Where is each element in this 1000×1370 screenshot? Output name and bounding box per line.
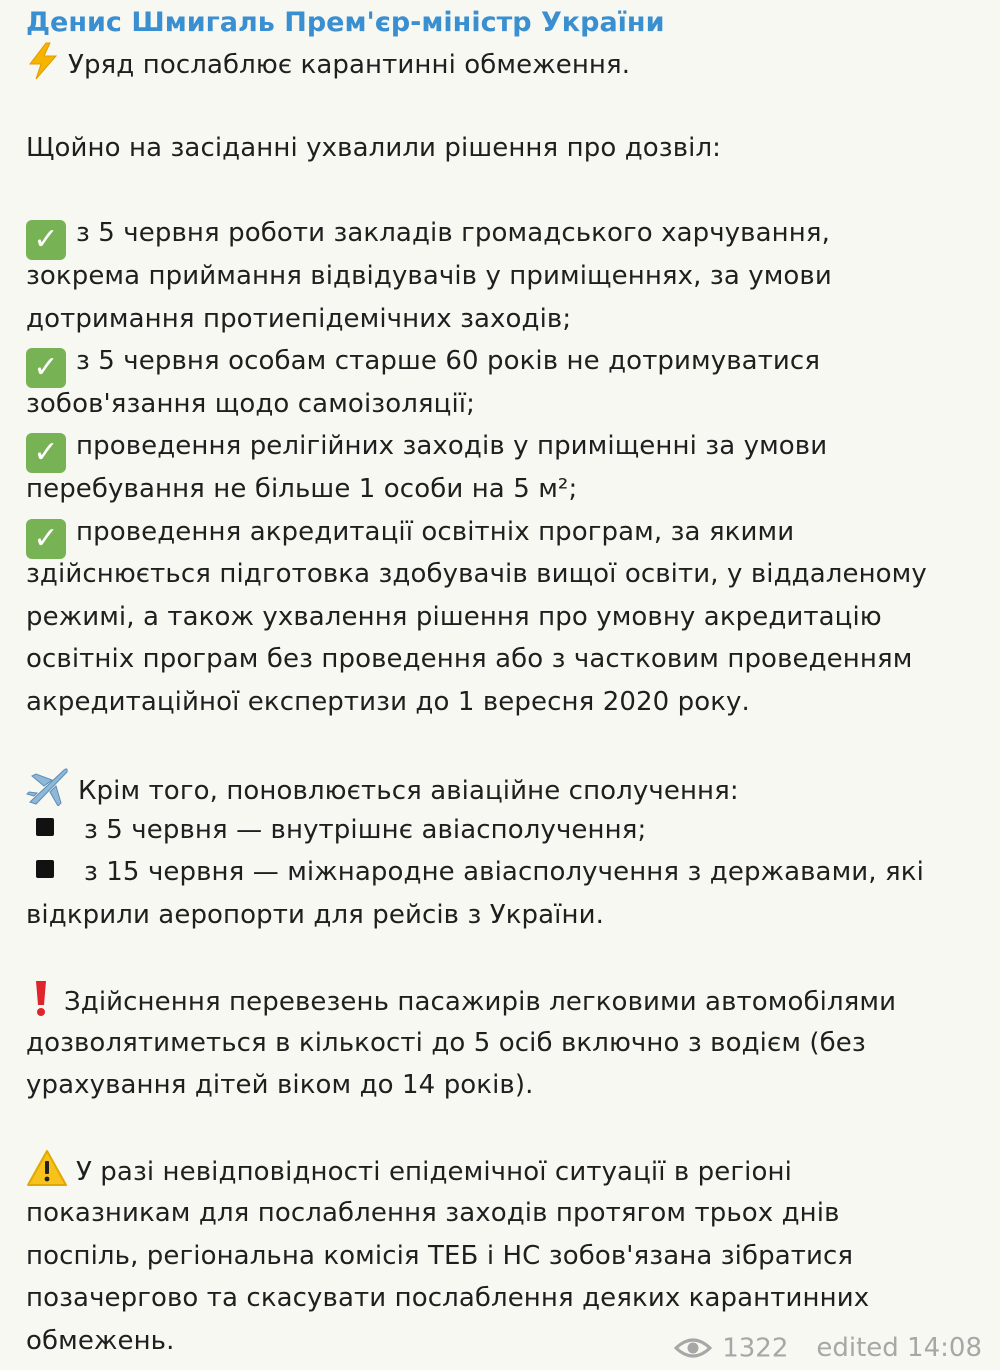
check-mark-button-icon: ✓ [26, 348, 66, 388]
check-mark-button-icon: ✓ [26, 220, 66, 260]
list-item [26, 511, 978, 554]
warning-continuation: позачергово та скасувати послаблення деяких карантинних [26, 1283, 870, 1314]
transport-text: Здійснення перевезень пасажирів легковими автомобілями [64, 987, 897, 1018]
list-item-continuation: дотримання протиепідемічних заходів; [26, 303, 572, 334]
intro-line: Щойно на засіданні ухвалили рішення про дозвіл: [26, 133, 722, 164]
flight-intro-text: Крім того, поновлюється авіаційне сполучення: [78, 776, 739, 807]
list-item [26, 425, 978, 471]
list-item [26, 340, 978, 386]
black-square-icon [36, 860, 54, 878]
list-item-text: проведення акредитації освітніх програм, за якими [76, 516, 795, 547]
transport-line [26, 979, 978, 1022]
flight-item [26, 851, 978, 894]
eye-icon [674, 1336, 712, 1360]
warning-line [26, 1149, 978, 1192]
flight-item-text: з 15 червня — міжнародне авіасполучення з державами, які [84, 857, 924, 888]
black-square-icon [36, 818, 54, 836]
flight-item-continuation: відкрили аеропорти для рейсів з України. [26, 899, 604, 930]
warning-continuation: обмежень. [26, 1325, 175, 1356]
list-item-continuation: здійснюється підготовка здобувачів вищої освіти, у віддаленому [26, 559, 927, 590]
check-mark-button-icon: ✓ [26, 433, 66, 473]
warning-icon [26, 1149, 68, 1187]
edited-timestamp: edited 14:08 [816, 1333, 982, 1363]
sender-name[interactable]: Денис Шмигаль Прем'єр-міністр України [26, 7, 665, 38]
message-text [26, 42, 978, 1362]
warning-continuation: показникам для послаблення заходів протягом трьох днів [26, 1198, 840, 1229]
list-item-text: з 5 червня особам старше 60 років не дотримуватися [76, 346, 821, 377]
list-item-continuation: зокрема приймання відвідувачів у приміщеннях, за умови [26, 260, 832, 291]
list-item-continuation: режимі, а також ухвалення рішення про умовну акредитацію [26, 601, 882, 632]
list-item-text: з 5 червня роботи закладів громадського харчування, [76, 218, 830, 249]
view-count: 1322 [722, 1333, 789, 1363]
flight-item-text: з 5 червня — внутрішнє авіасполучення; [84, 814, 647, 845]
exclamation-icon [26, 979, 56, 1017]
headline-text: Уряд послаблює карантинні обмеження. [68, 50, 631, 80]
list-item-continuation: перебування не більше 1 особи на 5 м²; [26, 473, 578, 504]
warning-continuation: поспіль, регіональна комісія ТЕБ і НС зобов'язана зібратися [26, 1240, 854, 1271]
airplane-icon [26, 766, 70, 806]
transport-continuation: урахування дітей віком до 14 років). [26, 1070, 534, 1101]
list-item-continuation: зобов'язання щодо самоізоляції; [26, 388, 475, 419]
warning-text: У разі невідповідності епідемічної ситуації в регіоні [76, 1157, 792, 1188]
list-item-continuation: освітніх програм без проведення або з частковим проведенням [26, 644, 913, 675]
headline-line [26, 42, 978, 85]
flight-item [26, 809, 978, 852]
transport-continuation: дозволятиметься в кількості до 5 осіб включно з водієм (без [26, 1027, 866, 1058]
check-mark-button-icon: ✓ [26, 519, 66, 559]
list-item-continuation: акредитаційної експертизи до 1 вересня 2020 року. [26, 686, 750, 717]
list-item [26, 212, 978, 258]
flight-intro-line [26, 766, 978, 809]
lightning-icon [26, 42, 60, 80]
list-item-text: проведення релігійних заходів у приміщенні за умови [76, 431, 828, 462]
message-footer [674, 1330, 982, 1367]
